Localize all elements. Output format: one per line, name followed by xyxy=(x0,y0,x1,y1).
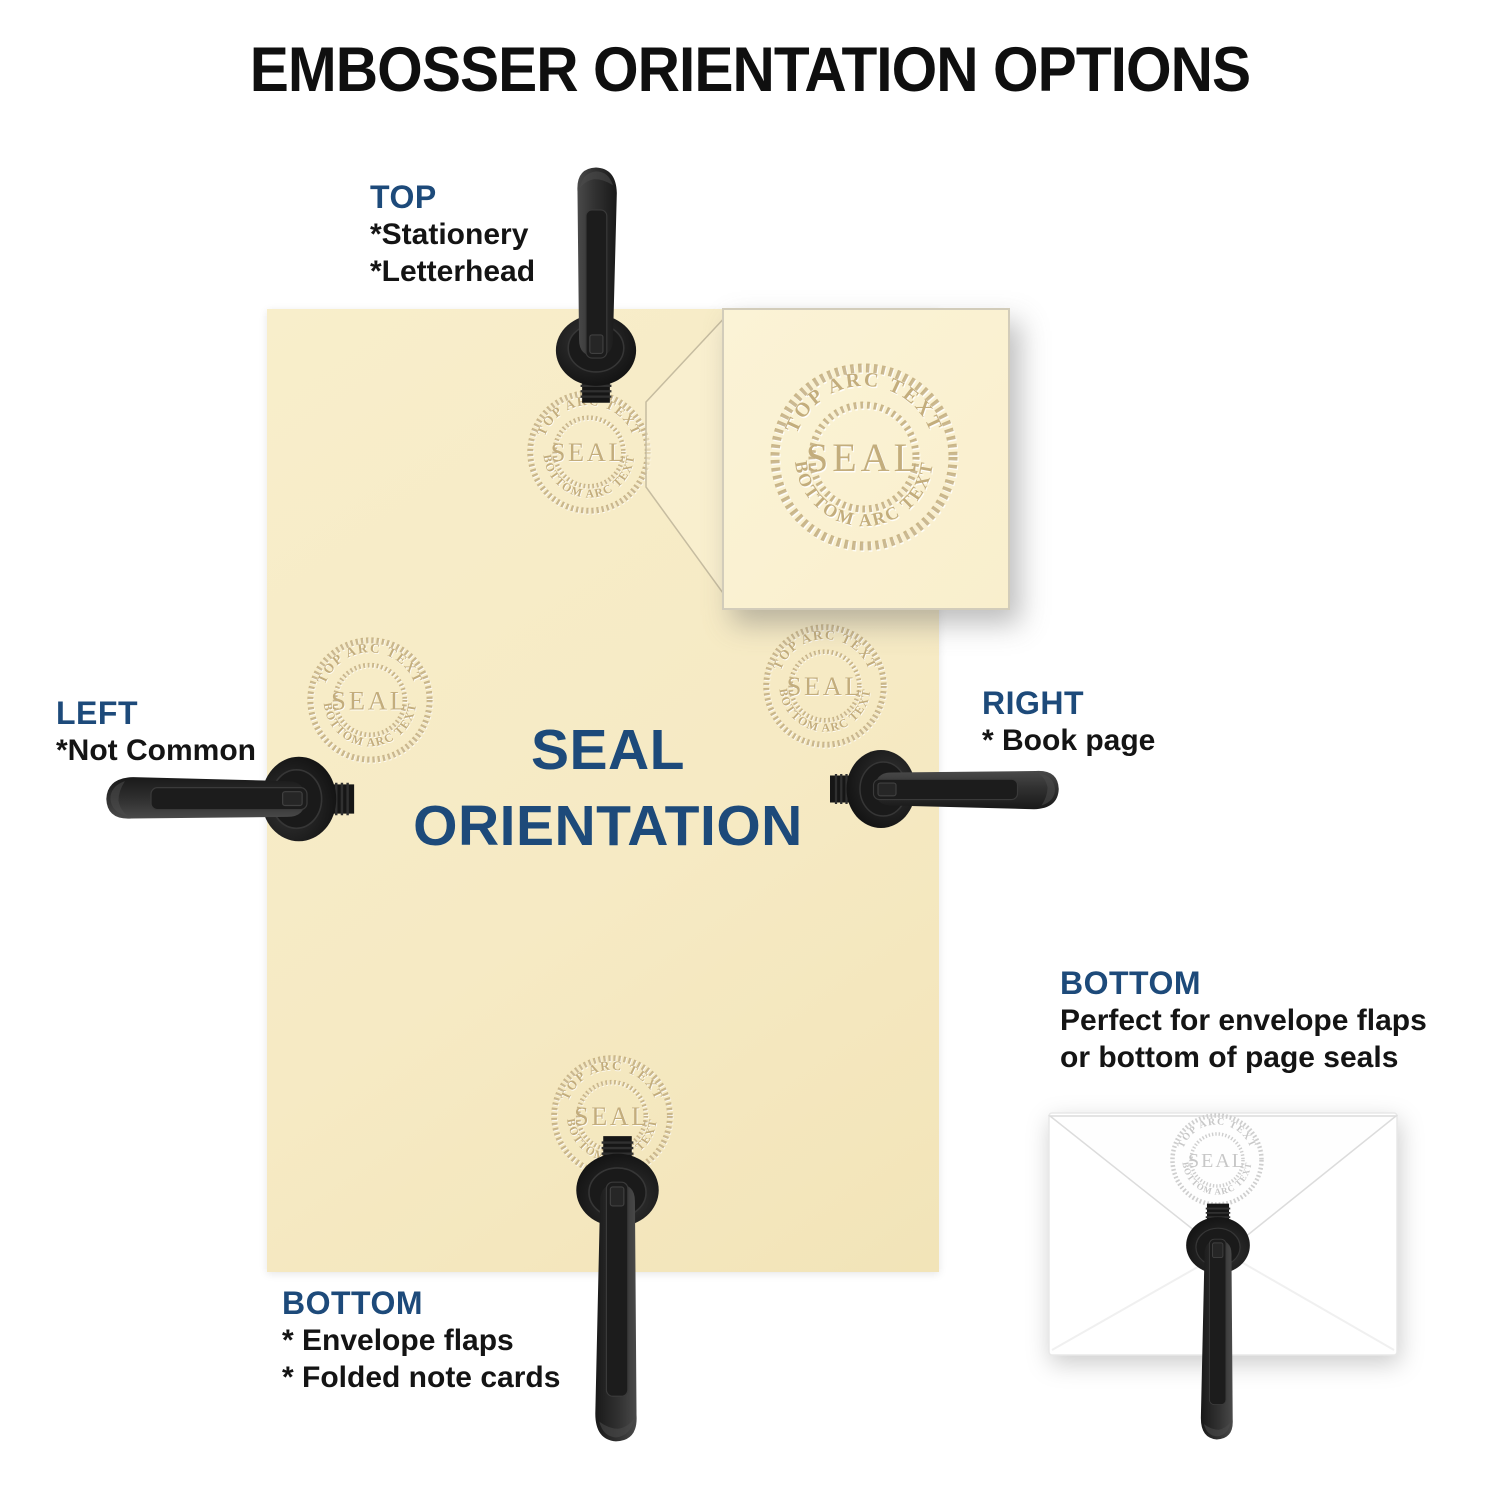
callout-bottom-item: * Folded note cards xyxy=(282,1361,561,1394)
callout-right xyxy=(982,684,1155,759)
callout-top-heading: TOP xyxy=(370,179,437,215)
callout-left xyxy=(56,694,256,769)
callout-bottom xyxy=(282,1284,560,1396)
page-title: EMBOSSER ORIENTATION OPTIONS xyxy=(249,35,1251,105)
seal-imprint-zoomed xyxy=(764,357,964,557)
callout-bottom-right xyxy=(1060,964,1427,1076)
seal-orientation-line1: SEAL xyxy=(530,718,686,782)
callout-left-item: *Not Common xyxy=(56,734,256,767)
embosser-bottom xyxy=(562,1131,673,1449)
callout-left-heading: LEFT xyxy=(56,695,138,731)
callout-top-item: *Letterhead xyxy=(370,255,536,288)
callout-top xyxy=(370,178,535,290)
embosser-top xyxy=(542,160,650,408)
callout-right-heading: RIGHT xyxy=(982,685,1085,721)
seal-orientation-heading xyxy=(308,712,908,864)
callout-bottom-heading: BOTTOM xyxy=(282,1285,424,1321)
embosser-envelope xyxy=(1175,1200,1261,1445)
callout-right-item: * Book page xyxy=(982,724,1156,757)
callout-top-item: *Stationery xyxy=(370,218,529,251)
callout-bottom-right-line: or bottom of page seals xyxy=(1060,1041,1399,1074)
seal-orientation-line2: ORIENTATION xyxy=(413,794,803,858)
callout-bottom-right-heading: BOTTOM xyxy=(1060,965,1202,1001)
seal-imprint-envelope xyxy=(1167,1110,1267,1210)
seal-zoom-inset xyxy=(722,308,1010,610)
callout-bottom-right-line: Perfect for envelope flaps xyxy=(1060,1004,1427,1037)
callout-bottom-item: * Envelope flaps xyxy=(282,1324,514,1357)
